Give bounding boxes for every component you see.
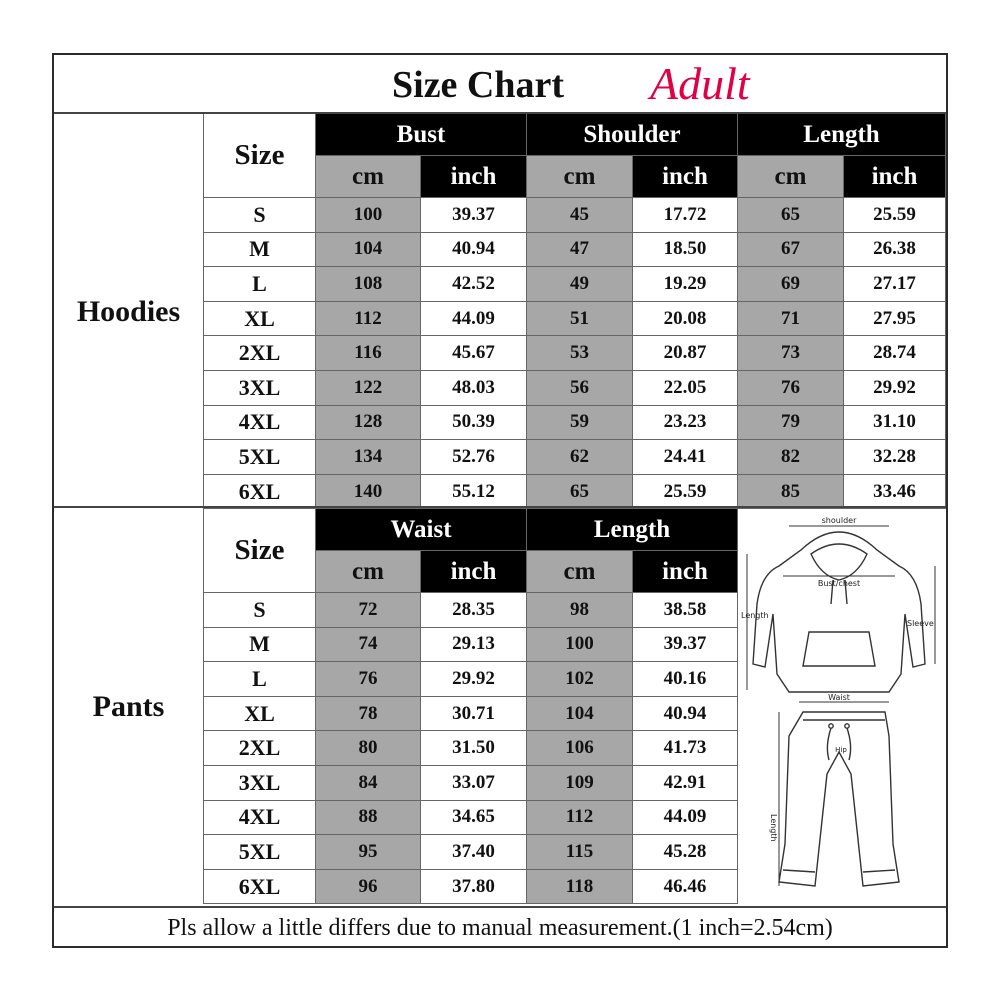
- hoodies-size-cell: XL: [204, 302, 316, 337]
- hoodies-size-cell: 6XL: [204, 475, 316, 510]
- section-divider: [54, 506, 946, 508]
- hoodies-value-cell: 45: [527, 198, 633, 233]
- hoodies-value-cell: 50.39: [421, 406, 527, 441]
- hoodies-value-cell: 128: [316, 406, 421, 441]
- hoodies-value-cell: 22.05: [633, 371, 738, 406]
- pants-unit-header: cm: [527, 551, 633, 593]
- pants-value-cell: 45.28: [633, 835, 738, 870]
- measurement-illustration: [739, 514, 946, 904]
- pants-length-label: Length: [769, 814, 778, 842]
- pants-icon: [779, 712, 899, 886]
- shoulder-label: shoulder: [821, 516, 857, 525]
- sleeve-label: Sleeve: [907, 619, 934, 628]
- hoodies-value-cell: 49: [527, 267, 633, 302]
- hoodies-value-cell: 29.92: [844, 371, 946, 406]
- hoodies-value-cell: 32.28: [844, 440, 946, 475]
- hoodies-value-cell: 44.09: [421, 302, 527, 337]
- hoodies-value-cell: 56: [527, 371, 633, 406]
- pants-value-cell: 98: [527, 593, 633, 628]
- chart-title: Size Chart: [392, 64, 565, 106]
- pants-value-cell: 74: [316, 628, 421, 663]
- hoodies-value-cell: 55.12: [421, 475, 527, 510]
- hoodies-value-cell: 33.46: [844, 475, 946, 510]
- hoodies-group-header: Bust: [316, 114, 527, 156]
- pants-value-cell: 34.65: [421, 801, 527, 836]
- hoodies-value-cell: 28.74: [844, 336, 946, 371]
- pants-size-cell: M: [204, 628, 316, 663]
- pants-value-cell: 80: [316, 731, 421, 766]
- hoodies-value-cell: 71: [738, 302, 844, 337]
- pants-size-cell: L: [204, 662, 316, 697]
- hoodies-value-cell: 20.08: [633, 302, 738, 337]
- hoodies-value-cell: 53: [527, 336, 633, 371]
- pants-group-header: Length: [527, 509, 738, 551]
- size-chart: [52, 53, 948, 948]
- length-label: Length: [741, 611, 769, 620]
- bust-label: Bust/chest: [817, 579, 861, 588]
- hoodies-value-cell: 42.52: [421, 267, 527, 302]
- pants-unit-header: inch: [421, 551, 527, 593]
- pants-value-cell: 39.37: [633, 628, 738, 663]
- pants-size-header: Size: [204, 509, 316, 593]
- hoodies-unit-header: inch: [421, 156, 527, 198]
- pants-size-cell: 5XL: [204, 835, 316, 870]
- pants-value-cell: 29.92: [421, 662, 527, 697]
- hoodies-value-cell: 65: [527, 475, 633, 510]
- hoodies-value-cell: 39.37: [421, 198, 527, 233]
- pants-value-cell: 118: [527, 870, 633, 905]
- measurement-diagram: [739, 514, 946, 904]
- pants-value-cell: 31.50: [421, 731, 527, 766]
- hoodies-label: Hoodies: [54, 114, 204, 509]
- pants-value-cell: 84: [316, 766, 421, 801]
- hoodies-value-cell: 140: [316, 475, 421, 510]
- hoodies-value-cell: 62: [527, 440, 633, 475]
- hoodies-value-cell: 31.10: [844, 406, 946, 441]
- pants-size-cell: 3XL: [204, 766, 316, 801]
- pants-size-cell: XL: [204, 697, 316, 732]
- pants-value-cell: 76: [316, 662, 421, 697]
- hoodies-value-cell: 67: [738, 233, 844, 268]
- hoodies-value-cell: 65: [738, 198, 844, 233]
- hoodies-value-cell: 69: [738, 267, 844, 302]
- hoodies-value-cell: 25.59: [844, 198, 946, 233]
- hoodies-unit-header: cm: [738, 156, 844, 198]
- hoodie-icon: [753, 532, 925, 692]
- hoodies-value-cell: 48.03: [421, 371, 527, 406]
- pants-size-cell: 2XL: [204, 731, 316, 766]
- hoodies-value-cell: 47: [527, 233, 633, 268]
- pants-value-cell: 104: [527, 697, 633, 732]
- hoodies-value-cell: 85: [738, 475, 844, 510]
- pants-value-cell: 40.94: [633, 697, 738, 732]
- hoodies-value-cell: 79: [738, 406, 844, 441]
- hoodies-value-cell: 27.95: [844, 302, 946, 337]
- pants-value-cell: 95: [316, 835, 421, 870]
- hoodies-size-cell: L: [204, 267, 316, 302]
- pants-value-cell: 109: [527, 766, 633, 801]
- pants-unit-header: inch: [633, 551, 738, 593]
- hoodies-size-cell: M: [204, 233, 316, 268]
- pants-value-cell: 40.16: [633, 662, 738, 697]
- hoodies-size-cell: 5XL: [204, 440, 316, 475]
- hoodies-value-cell: 27.17: [844, 267, 946, 302]
- pants-value-cell: 102: [527, 662, 633, 697]
- footer-note: Pls allow a little differs due to manual measurement.(1 inch=2.54cm): [54, 906, 946, 948]
- pants-value-cell: 115: [527, 835, 633, 870]
- hoodies-value-cell: 122: [316, 371, 421, 406]
- hoodies-value-cell: 40.94: [421, 233, 527, 268]
- hoodies-value-cell: 134: [316, 440, 421, 475]
- pants-size-cell: S: [204, 593, 316, 628]
- hoodies-value-cell: 116: [316, 336, 421, 371]
- pants-value-cell: 106: [527, 731, 633, 766]
- hoodies-unit-header: cm: [527, 156, 633, 198]
- pants-label: Pants: [54, 509, 204, 904]
- hoodies-size-cell: 2XL: [204, 336, 316, 371]
- pants-value-cell: 33.07: [421, 766, 527, 801]
- pants-size-cell: 4XL: [204, 801, 316, 836]
- title-row: [54, 55, 946, 114]
- hoodies-value-cell: 76: [738, 371, 844, 406]
- hoodies-value-cell: 51: [527, 302, 633, 337]
- hoodies-value-cell: 45.67: [421, 336, 527, 371]
- hoodies-value-cell: 82: [738, 440, 844, 475]
- hoodies-value-cell: 24.41: [633, 440, 738, 475]
- hoodies-value-cell: 112: [316, 302, 421, 337]
- pants-value-cell: 41.73: [633, 731, 738, 766]
- pants-value-cell: 44.09: [633, 801, 738, 836]
- pants-value-cell: 46.46: [633, 870, 738, 905]
- hoodies-value-cell: 18.50: [633, 233, 738, 268]
- hoodies-group-header: Shoulder: [527, 114, 738, 156]
- hoodies-value-cell: 17.72: [633, 198, 738, 233]
- waist-label: Waist: [828, 693, 850, 702]
- hoodies-unit-header: inch: [844, 156, 946, 198]
- pants-value-cell: 88: [316, 801, 421, 836]
- hoodies-value-cell: 108: [316, 267, 421, 302]
- hoodies-value-cell: 100: [316, 198, 421, 233]
- pants-value-cell: 100: [527, 628, 633, 663]
- hoodies-value-cell: 73: [738, 336, 844, 371]
- pants-value-cell: 37.40: [421, 835, 527, 870]
- hoodies-value-cell: 20.87: [633, 336, 738, 371]
- hoodies-value-cell: 59: [527, 406, 633, 441]
- pants-value-cell: 72: [316, 593, 421, 628]
- chart-title-accent: Adult: [650, 58, 750, 109]
- hoodies-group-header: Length: [738, 114, 946, 156]
- pants-unit-header: cm: [316, 551, 421, 593]
- pants-value-cell: 29.13: [421, 628, 527, 663]
- pants-size-cell: 6XL: [204, 870, 316, 905]
- pants-value-cell: 96: [316, 870, 421, 905]
- hoodies-value-cell: 25.59: [633, 475, 738, 510]
- hoodies-size-cell: S: [204, 198, 316, 233]
- hoodies-value-cell: 52.76: [421, 440, 527, 475]
- pants-value-cell: 28.35: [421, 593, 527, 628]
- pants-value-cell: 38.58: [633, 593, 738, 628]
- hoodies-size-cell: 4XL: [204, 406, 316, 441]
- hoodies-value-cell: 104: [316, 233, 421, 268]
- pants-group-header: Waist: [316, 509, 527, 551]
- pants-value-cell: 78: [316, 697, 421, 732]
- hoodies-size-header: Size: [204, 114, 316, 198]
- hoodies-value-cell: 19.29: [633, 267, 738, 302]
- hoodies-unit-header: cm: [316, 156, 421, 198]
- hoodies-value-cell: 26.38: [844, 233, 946, 268]
- hoodies-unit-header: inch: [633, 156, 738, 198]
- hoodies-value-cell: 23.23: [633, 406, 738, 441]
- hoodies-size-cell: 3XL: [204, 371, 316, 406]
- hip-label: Hip: [835, 746, 847, 754]
- pants-value-cell: 37.80: [421, 870, 527, 905]
- pants-value-cell: 112: [527, 801, 633, 836]
- pants-value-cell: 42.91: [633, 766, 738, 801]
- pants-value-cell: 30.71: [421, 697, 527, 732]
